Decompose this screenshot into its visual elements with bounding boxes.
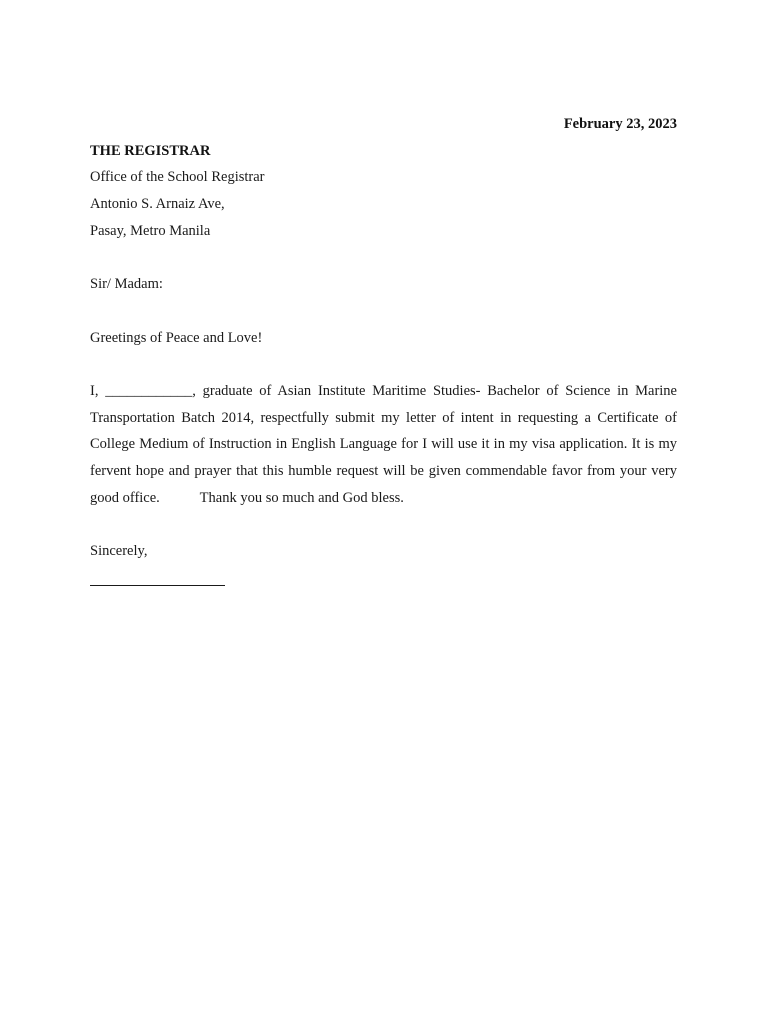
recipient-city: Pasay, Metro Manila <box>90 222 211 239</box>
body-paragraph <box>90 378 677 512</box>
closing: Sincerely, <box>90 543 148 560</box>
salutation: Sir/ Madam: <box>90 276 163 293</box>
greeting: Greetings of Peace and Love! <box>90 329 263 346</box>
name-blank: ____________ <box>105 382 193 399</box>
signature-line <box>90 585 225 586</box>
body-prefix: I, <box>90 382 106 399</box>
letter-content <box>90 111 677 586</box>
recipient-street: Antonio S. Arnaiz Ave, <box>90 196 225 213</box>
spacer <box>90 245 677 272</box>
letter-date: February 23, 2023 <box>563 116 677 132</box>
recipient-office: Office of the School Registrar <box>90 169 265 186</box>
spacer <box>90 298 677 325</box>
spacer <box>90 351 677 378</box>
recipient-name: THE REGISTRAR <box>90 142 211 159</box>
body-text: , graduate of Asian Institute Maritime Studies- Bachelor of Science in Marine Transportation Batch 2014, respectfully submit my letter of intent in requesting a Certificate of College Medium of Instruction in English Language for I will use it in my visa application. It is my fervent hope and prayer that this humble request will be given commendable favor from your very good office. <box>90 382 677 506</box>
thanks-text: Thank you so much and God bless. <box>199 489 404 506</box>
spacer <box>90 512 677 539</box>
